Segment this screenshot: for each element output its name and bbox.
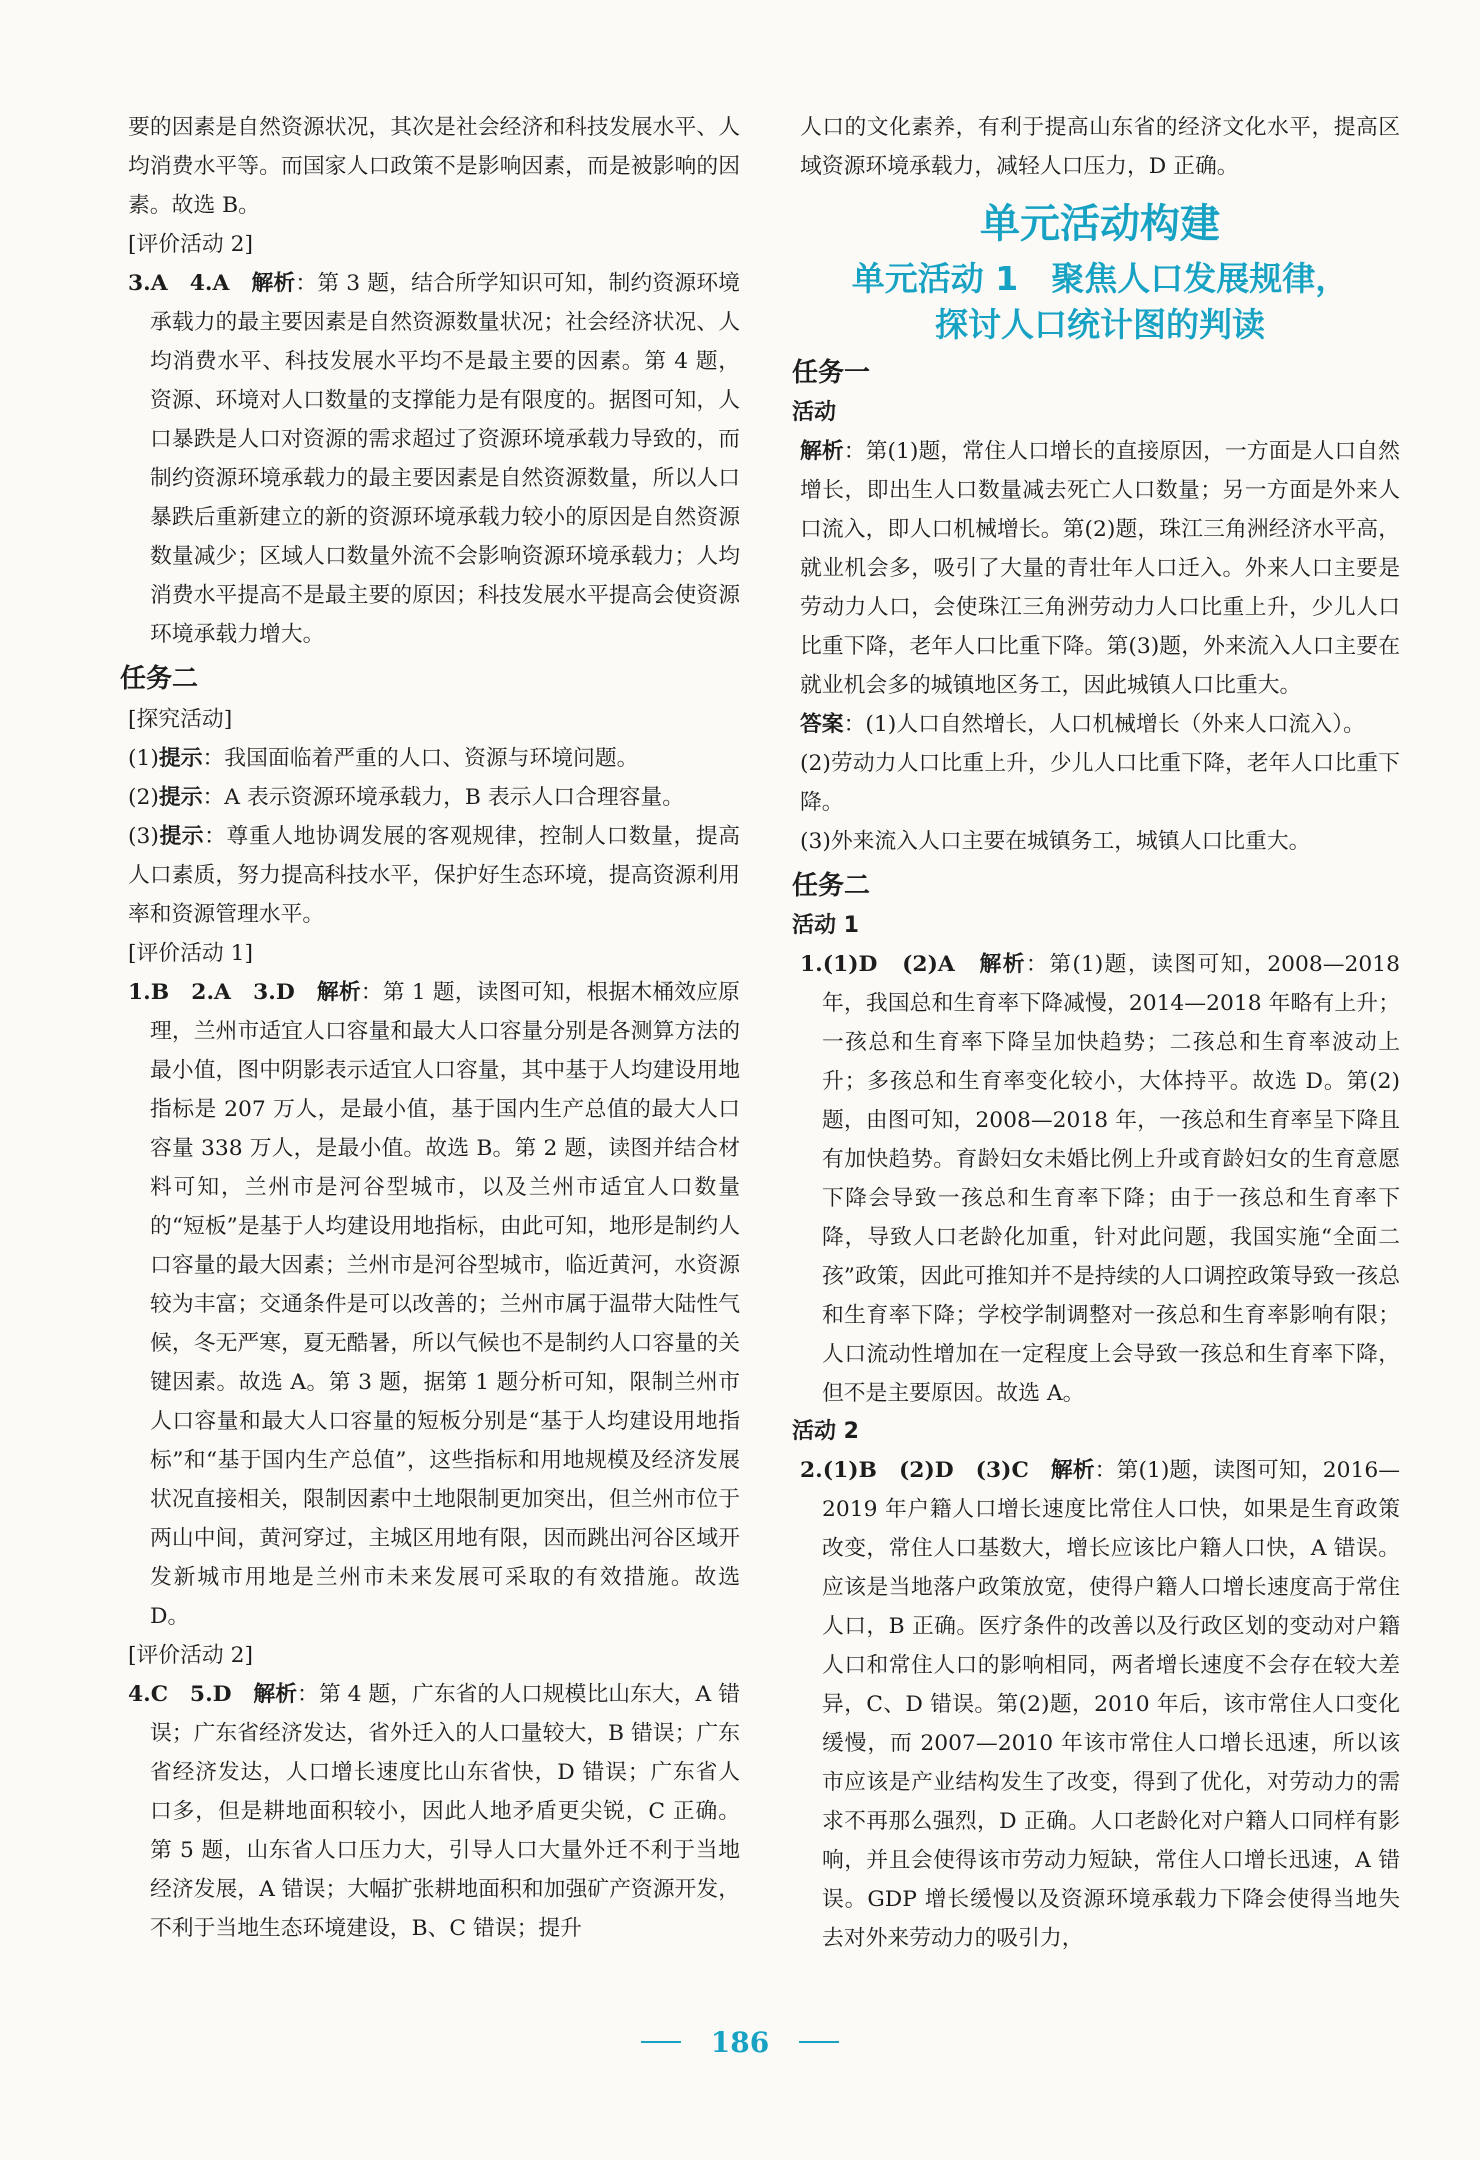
analysis-label: 解析 — [251, 271, 296, 296]
answer-nums: 2.(1)B (2)D (3)C — [800, 1458, 1051, 1483]
eval-activity-2-label: [评价活动 2] — [128, 232, 253, 257]
hint-text: ：A 表示资源环境承载力，B 表示人口合理容量。 — [202, 785, 685, 810]
analysis-text: ：第 4 题，广东省的人口规模比山东大，A 错误；广东省经济发达，省外迁入的人口量较大，B 错误；广东省经济发达，人口增长速度比山东省快，D 错误；广东省人口多，但是耕地面积较小，因此人地矛盾更尖锐，C 正确。第 5 题，山东省人口压力大，引导人口大量外迁不利于当地经济发展，A 错误；大幅扩张耕地面积和加强矿产资源开发，不利于当地生态环境建设，B、C 错误；提升 — [150, 1682, 740, 1941]
answer-label: 答案 — [800, 712, 844, 737]
paragraph-continued: 人口的文化素养，有利于提高山东省的经济文化水平，提高区域资源环境承载力，减轻人口压力，D 正确。 — [800, 115, 1400, 179]
answer-q1-q3 — [128, 973, 740, 1636]
right-column — [792, 108, 1400, 1958]
answer-r2 — [800, 1451, 1400, 1958]
answer-nums: 1.(1)D (2)A — [800, 952, 980, 977]
hint-label: 提示 — [158, 824, 205, 849]
answer-nums: 4.C 5.D — [128, 1682, 254, 1707]
answer-text: ：(1)人口自然增长，人口机械增长（外来人口流入）。 — [843, 712, 1365, 737]
analysis-label: 解析 — [800, 439, 844, 464]
answer-2: (2)劳动力人口比重上升，少儿人口比重下降，老年人口比重下降。 — [800, 751, 1400, 815]
unit-title: 单元活动构建 — [980, 201, 1220, 247]
answer-q3-q4 — [128, 264, 740, 654]
activity-heading: 活动 — [792, 400, 837, 425]
hint-number: (1) — [128, 746, 159, 771]
activity-1-heading: 活动 1 — [792, 913, 859, 938]
answer-r1 — [800, 945, 1400, 1413]
answer-q4-q5 — [128, 1675, 740, 1948]
task-heading-2: 任务二 — [120, 664, 199, 694]
hint-1 — [128, 739, 740, 778]
answer-nums: 1.B 2.A 3.D — [128, 980, 317, 1005]
page-number: 186 — [710, 2025, 770, 2059]
hint-2 — [128, 778, 740, 817]
hint-label: 提示 — [158, 785, 203, 810]
hint-label: 提示 — [158, 746, 203, 771]
analysis-text: ：第(1)题，读图可知，2008—2018 年，我国总和生育率下降减慢，2014—2018 年略有上升；一孩总和生育率下降呈加快趋势；二孩总和生育率波动上升；多孩总和生育率变化较小，大体持平。故选 D。第(2)题，由图可知，2008—2018 年，一孩总和生育率呈下降且有加快趋势。育龄妇女未婚比例上升或育龄妇女的生育意愿下降会导致一孩总和生育率下降；由于一孩总和生育率下降，导致人口老龄化加重，针对此问题，我国实施“全面二孩”政策，因此可推知并不是持续的人口调控政策导致一孩总和生育率下降；学校学制调整对一孩总和生育率影响有限；人口流动性增加在一定程度上会导致一孩总和生育率下降，但不是主要原因。故选 A。 — [822, 952, 1400, 1406]
analysis-label: 解析 — [316, 980, 361, 1005]
analysis-text: ：第 1 题，读图可知，根据木桶效应原理，兰州市适宜人口容量和最大人口容量分别是各测算方法的最小值，图中阴影表示适宜人口容量，其中基于人均建设用地指标是 207 万人，是最小值，基于国内生产总值的最大人口容量 338 万人，是最小值。故选 B。第 2 题，读图并结合材料可知，兰州市是河谷型城市，以及兰州市适宜人口数量的“短板”是基于人均建设用地指标，由此可知，地形是制约人口容量的最大因素；兰州市是河谷型城市，临近黄河，水资源较为丰富；交通条件是可以改善的；兰州市属于温带大陆性气候，冬无严寒，夏无酷暑，所以气候也不是制约人口容量的关键因素。故选 A。第 3 题，据第 1 题分析可知，限制兰州市人口容量和最大人口容量的短板分别是“基于人均建设用地指标”和“基于国内生产总值”，这些指标和用地规模及经济发展状况直接相关，限制因素中土地限制更加突出，但兰州市位于两山中间，黄河穿过，主城区用地有限，因而跳出河谷区域开发新城市用地是兰州市未来发展可采取的有效措施。故选 D。 — [150, 980, 740, 1629]
answer-1 — [800, 705, 1400, 744]
footer-dash-left — [641, 2041, 681, 2043]
footer-dash-right — [799, 2041, 839, 2043]
hint-number: (3) — [128, 824, 159, 849]
analysis-text: ：第(1)题，常住人口增长的直接原因，一方面是人口自然增长，即出生人口数量减去死亡人口数量；另一方面是外来人口流入，即人口机械增长。第(2)题，珠江三角洲经济水平高，就业机会多，吸引了大量的青壮年人口迁入。外来人口主要是劳动力人口，会使珠江三角洲劳动力人口比重上升，少儿人口比重下降，老年人口比重下降。第(3)题，外来流入人口主要在就业机会多的城镇地区务工，因此城镇人口比重大。 — [800, 439, 1400, 698]
hint-text: ：我国面临着严重的人口、资源与环境问题。 — [202, 746, 639, 771]
paragraph-continued: 要的因素是自然资源状况，其次是社会经济和科技发展水平、人均消费水平等。而国家人口政策不是影响因素，而是被影响的因素。故选 B。 — [128, 115, 740, 218]
analysis-label: 解析 — [253, 1682, 298, 1707]
eval-activity-2b-label: [评价活动 2] — [128, 1643, 253, 1668]
hint-number: (2) — [128, 785, 159, 810]
hint-3 — [128, 817, 740, 934]
unit-subtitle-line-2: 探讨人口统计图的判读 — [935, 305, 1265, 344]
unit-subtitle-line-1: 单元活动 1 聚焦人口发展规律， — [851, 259, 1349, 298]
page-footer — [0, 2022, 1480, 2062]
task-heading-1: 任务一 — [792, 358, 871, 388]
task-heading-2: 任务二 — [792, 871, 871, 901]
answer-nums: 3.A 4.A — [128, 271, 252, 296]
analysis-text: ：第(1)题，读图可知，2016—2019 年户籍人口增长速度比常住人口快，如果是生育政策改变，常住人口基数大，增长应该比户籍人口快，A 错误。应该是当地落户政策放宽，使得户籍人口增长速度高于常住人口，B 正确。医疗条件的改善以及行政区划的变动对户籍人口和常住人口的影响相同，两者增长速度不会存在较大差异，C、D 错误。第(2)题，2010 年后，该市常住人口变化缓慢，而 2007—2010 年该市常住人口增长迅速，所以该市应该是产业结构发生了改变，得到了优化，对劳动力的需求不再那么强烈，D 正确。人口老龄化对户籍人口同样有影响，并且会使得该市劳动力短缺，常住人口增长迅速，A 错误。GDP 增长缓慢以及资源环境承载力下降会使得当地失去对外来劳动力的吸引力， — [822, 1458, 1400, 1951]
analysis-label: 解析 — [1050, 1458, 1095, 1483]
analysis-text: ：第 3 题，结合所学知识可知，制约资源环境承载力的最主要因素是自然资源数量状况；社会经济状况、人均消费水平、科技发展水平均不是最主要的因素。第 4 题，资源、环境对人口数量的支撑能力是有限度的。据图可知，人口暴跌是人口对资源的需求超过了资源环境承载力导致的，而制约资源环境承载力的最主要因素是自然资源数量，所以人口暴跌后重新建立的新的资源环境承载力较小的原因是自然资源数量减少；区域人口数量外流不会影响资源环境承载力；人均消费水平提高不是最主要的原因；科技发展水平提高会使资源环境承载力增大。 — [150, 271, 740, 647]
left-column — [120, 108, 740, 1948]
activity-2-heading: 活动 2 — [792, 1419, 859, 1444]
hint-text: ：尊重人地协调发展的客观规律，控制人口数量，提高人口素质，努力提高科技水平，保护好生态环境，提高资源利用率和资源管理水平。 — [128, 824, 740, 927]
eval-activity-1-label: [评价活动 1] — [128, 941, 253, 966]
activity-analysis — [800, 432, 1400, 705]
explore-activity-label: [探究活动] — [128, 707, 233, 732]
answer-3: (3)外来流入人口主要在城镇务工，城镇人口比重大。 — [800, 829, 1311, 854]
analysis-label: 解析 — [979, 952, 1026, 977]
